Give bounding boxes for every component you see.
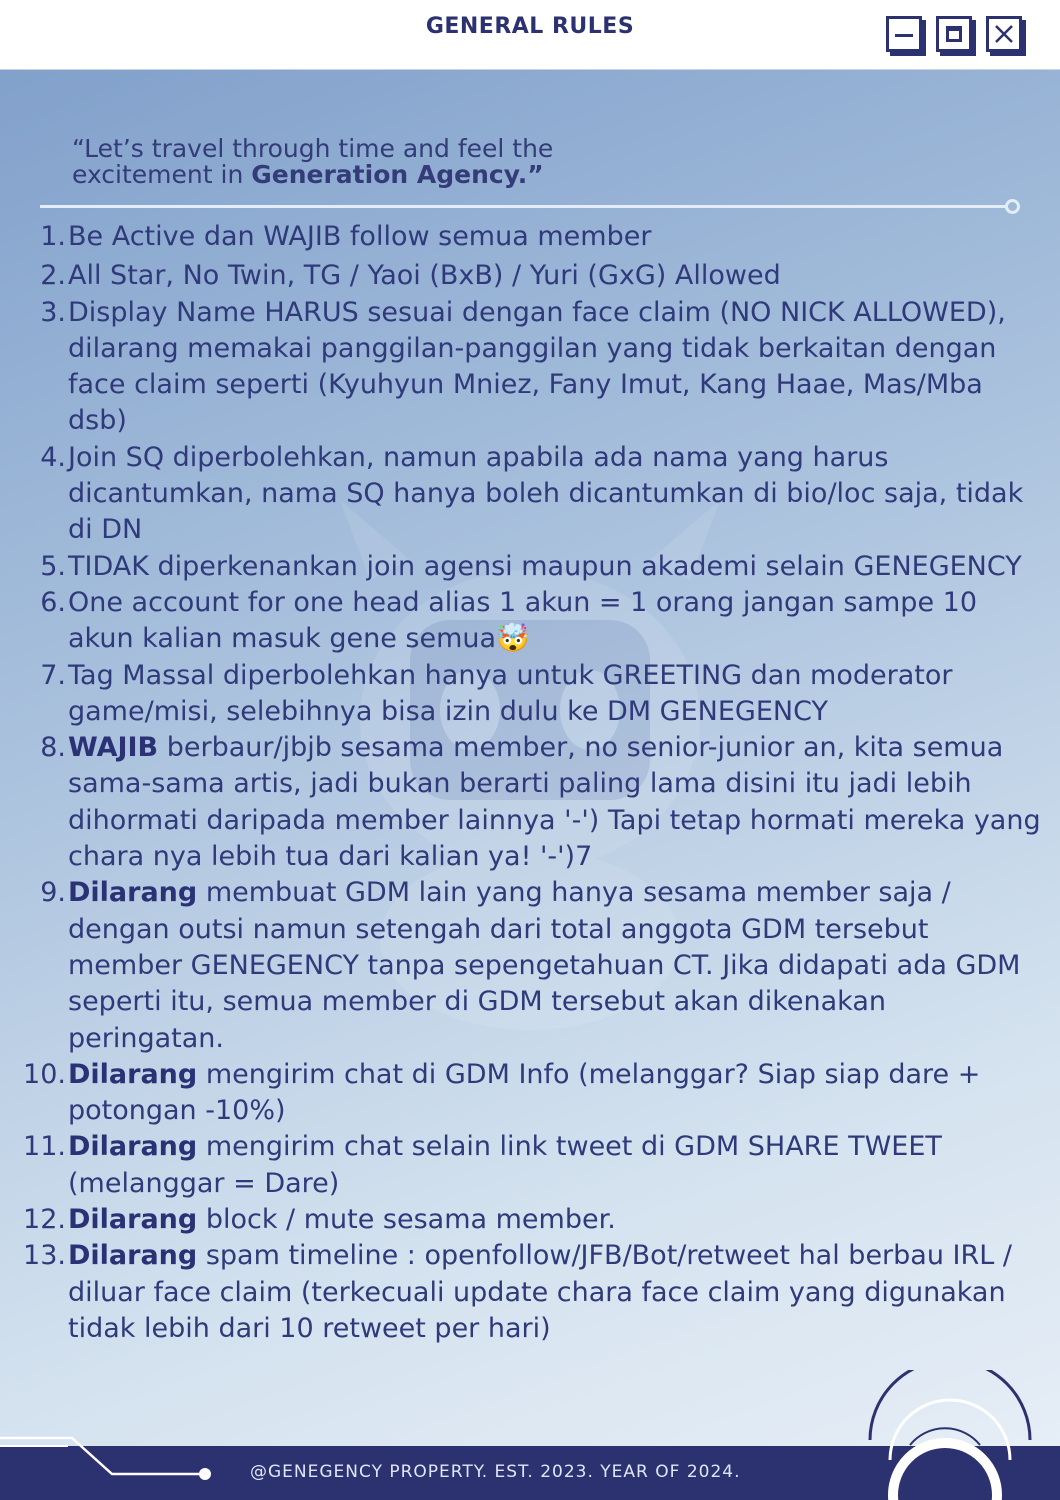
rule-emphasis: Dilarang xyxy=(68,1131,198,1163)
rule-number: 1. xyxy=(40,221,66,252)
rule-text: spam timeline : openfollow/JFB/Bot/retweet hal berbau IRL / diluar face claim (terkecuali update chara face claim yang digunakan tidak lebih dari 10 retweet per hari) xyxy=(68,1240,1012,1344)
maximize-icon xyxy=(936,16,972,52)
rule-number: 7. xyxy=(40,659,66,691)
rule-text: Be Active dan WAJIB follow semua member xyxy=(68,221,652,252)
rule-number: 12. xyxy=(23,1204,66,1236)
rule-number: 3. xyxy=(40,296,66,328)
rule-number: 5. xyxy=(40,550,66,582)
rule-number: 6. xyxy=(40,586,66,618)
rule-item xyxy=(0,730,1045,875)
rule-item xyxy=(0,1057,1045,1130)
rule-item xyxy=(0,295,1045,440)
rule-emphasis: WAJIB xyxy=(68,732,159,764)
rule-text: TIDAK diperkenankan join agensi maupun akademi selain GENEGENCY xyxy=(68,550,1022,582)
circuit-line-icon xyxy=(0,1430,230,1500)
rule-text: block / mute sesama member. xyxy=(197,1204,616,1236)
rule-item xyxy=(0,440,1045,549)
minimize-icon xyxy=(886,16,922,52)
tagline-prefix: excitement in xyxy=(72,160,252,189)
rule-text: berbaur/jbjb sesama member, no senior-junior an, kita semua sama-sama artis, jadi bukan berarti paling lama disini itu jadi lebih dihormati daripada member lainnya '-') Tapi tetap hormati mereka yang chara nya lebih tua dari kalian ya! '-')7 xyxy=(68,732,1041,873)
rule-text: One account for one head alias 1 akun = 1 orang jangan sampe 10 akun kalian masuk gene semua🤯 xyxy=(68,586,977,655)
rule-number: 9. xyxy=(40,877,66,909)
rule-emphasis: Dilarang xyxy=(68,1204,198,1236)
rule-item xyxy=(0,658,1045,731)
rule-item xyxy=(0,1202,1045,1238)
rule-number: 8. xyxy=(40,732,66,764)
rule-text: mengirim chat di GDM Info (melanggar? Siap siap dare + potongan -10%) xyxy=(68,1058,981,1127)
tagline-line-1: “Let’s travel through time and feel the xyxy=(72,134,554,163)
title-bar xyxy=(0,0,1060,70)
rule-text: All Star, No Twin, TG / Yaoi (BxB) / Yuri (GxG) Allowed xyxy=(68,260,781,292)
rule-emphasis: Dilarang xyxy=(68,877,198,909)
rule-text: Display Name HARUS sesuai dengan face claim (NO NICK ALLOWED), dilarang memakai panggilan-panggilan yang tidak berkaitan dengan face claim seperti (Kyuhyun Mniez, Fany Imut, Kang Haae, Mas/Mba dsb) xyxy=(68,296,1006,437)
rule-item xyxy=(0,875,1045,1056)
rule-number: 11. xyxy=(23,1131,66,1163)
rule-emphasis: Dilarang xyxy=(68,1058,198,1090)
page-title: GENERAL RULES xyxy=(425,14,635,39)
rule-number: 2. xyxy=(40,260,66,292)
rule-item xyxy=(0,585,1045,658)
rule-text: membuat GDM lain yang hanya sesama member saja / dengan outsi namun setengah dari total anggota GDM tersebut member GENEGENCY tanpa sepengetahuan CT. Jika didapati ada GDM seperti itu, semua member di GDM tersebut akan dikenakan peringatan. xyxy=(68,877,1021,1054)
rule-number: 13. xyxy=(23,1240,66,1272)
rule-item xyxy=(0,219,1045,255)
divider xyxy=(40,205,1006,208)
rule-number: 10. xyxy=(23,1058,66,1090)
rule-item xyxy=(0,1129,1045,1202)
tagline-line-2 xyxy=(72,162,553,188)
rule-item xyxy=(0,258,1045,294)
rule-text: Tag Massal diperbolehkan hanya untuk GREETING dan moderator game/misi, selebihnya bisa izin dulu ke DM GENEGENCY xyxy=(68,659,953,727)
rule-number: 4. xyxy=(40,441,66,473)
rule-item xyxy=(0,549,1045,585)
rules-list xyxy=(0,219,1045,1347)
close-icon xyxy=(986,16,1022,52)
ring-ornament-icon xyxy=(850,1370,1050,1500)
tagline-brand: Generation Agency.” xyxy=(251,160,544,189)
footer-text: @GENEGENCY PROPERTY. EST. 2023. YEAR OF 2024. xyxy=(250,1462,741,1482)
rule-text: mengirim chat selain link tweet di GDM SHARE TWEET (melanggar = Dare) xyxy=(68,1131,942,1199)
rule-item xyxy=(0,1238,1045,1347)
divider-dot-icon xyxy=(1005,199,1020,214)
rule-text: Join SQ diperbolehkan, namun apabila ada nama yang harus dicantumkan, nama SQ hanya boleh dicantumkan di bio/loc saja, tidak di DN xyxy=(68,441,1024,546)
rule-emphasis: Dilarang xyxy=(68,1240,198,1272)
tagline-quote xyxy=(72,136,553,188)
